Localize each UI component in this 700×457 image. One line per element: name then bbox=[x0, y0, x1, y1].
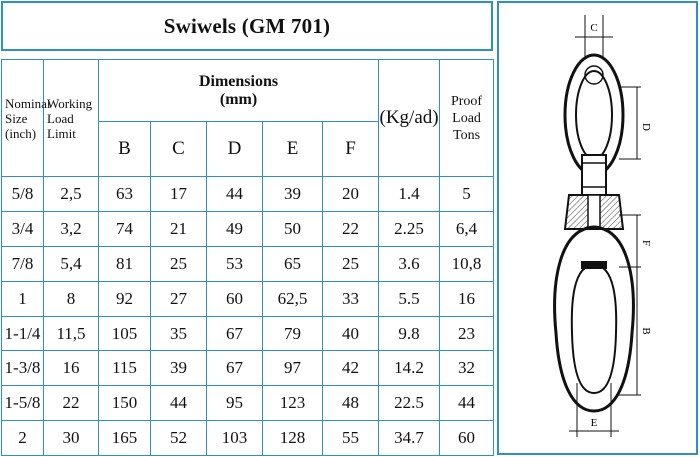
cell-e: 65 bbox=[263, 246, 323, 281]
cell-b: 165 bbox=[99, 421, 151, 456]
cell-d: 67 bbox=[207, 351, 263, 386]
cell-d: 44 bbox=[207, 177, 263, 212]
cell-size: 1-3/8 bbox=[2, 351, 44, 386]
cell-b: 115 bbox=[99, 351, 151, 386]
cell-d: 53 bbox=[207, 246, 263, 281]
cell-proof: 60 bbox=[440, 421, 494, 456]
cell-wll: 3,2 bbox=[44, 211, 99, 246]
table-row bbox=[2, 177, 494, 212]
cell-f: 55 bbox=[323, 421, 379, 456]
cell-proof: 23 bbox=[440, 316, 494, 351]
dimension-b-header: B bbox=[99, 122, 151, 177]
cell-e: 39 bbox=[263, 177, 323, 212]
page-title: Swiwels (GM 701) bbox=[163, 13, 331, 38]
table-row bbox=[2, 246, 494, 281]
cell-wll: 8 bbox=[44, 281, 99, 316]
cell-d: 95 bbox=[207, 386, 263, 421]
nominal-size-header: Nominal Size (inch) bbox=[2, 60, 44, 177]
cell-b: 63 bbox=[99, 177, 151, 212]
cell-e: 97 bbox=[263, 351, 323, 386]
cell-size: 3/4 bbox=[2, 211, 44, 246]
table-row bbox=[2, 281, 494, 316]
cell-b: 150 bbox=[99, 386, 151, 421]
cell-b: 105 bbox=[99, 316, 151, 351]
table-row bbox=[2, 351, 494, 386]
cell-weight: 2.25 bbox=[379, 211, 440, 246]
cell-weight: 22.5 bbox=[379, 386, 440, 421]
cell-f: 33 bbox=[323, 281, 379, 316]
dimension-f-label: F bbox=[640, 239, 652, 247]
cell-e: 123 bbox=[263, 386, 323, 421]
cell-proof: 16 bbox=[440, 281, 494, 316]
dimensions-header: Dimensions (mm) bbox=[99, 60, 379, 122]
cell-weight: 5.5 bbox=[379, 281, 440, 316]
cell-size: 7/8 bbox=[2, 246, 44, 281]
cell-d: 60 bbox=[207, 281, 263, 316]
title-box bbox=[1, 1, 493, 51]
cell-wll: 22 bbox=[44, 386, 99, 421]
cell-c: 35 bbox=[151, 316, 207, 351]
cell-f: 22 bbox=[323, 211, 379, 246]
cell-e: 79 bbox=[263, 316, 323, 351]
cell-c: 21 bbox=[151, 211, 207, 246]
cell-weight: 3.6 bbox=[379, 246, 440, 281]
table-row bbox=[2, 421, 494, 456]
cell-c: 39 bbox=[151, 351, 207, 386]
cell-wll: 30 bbox=[44, 421, 99, 456]
cell-proof: 6,4 bbox=[440, 211, 494, 246]
cell-proof: 5 bbox=[440, 177, 494, 212]
cell-weight: 9.8 bbox=[379, 316, 440, 351]
cell-weight: 14.2 bbox=[379, 351, 440, 386]
cell-f: 48 bbox=[323, 386, 379, 421]
cell-e: 50 bbox=[263, 211, 323, 246]
dimension-e-header: E bbox=[263, 122, 323, 177]
cell-c: 52 bbox=[151, 421, 207, 456]
weight-header: (Kg/ad) bbox=[379, 60, 440, 177]
dimension-e-label: E bbox=[590, 417, 598, 429]
cell-size: 1 bbox=[2, 281, 44, 316]
dimension-d-header: D bbox=[207, 122, 263, 177]
cell-proof: 44 bbox=[440, 386, 494, 421]
cell-size: 1-1/4 bbox=[2, 316, 44, 351]
cell-proof: 32 bbox=[440, 351, 494, 386]
cell-f: 42 bbox=[323, 351, 379, 386]
cell-b: 74 bbox=[99, 211, 151, 246]
dimension-d-label: D bbox=[640, 123, 652, 131]
cell-d: 49 bbox=[207, 211, 263, 246]
swivel-drawing bbox=[499, 3, 700, 457]
cell-c: 17 bbox=[151, 177, 207, 212]
cell-c: 44 bbox=[151, 386, 207, 421]
cell-e: 128 bbox=[263, 421, 323, 456]
cell-size: 2 bbox=[2, 421, 44, 456]
cell-wll: 11,5 bbox=[44, 316, 99, 351]
cell-weight: 34.7 bbox=[379, 421, 440, 456]
cell-b: 81 bbox=[99, 246, 151, 281]
cell-size: 5/8 bbox=[2, 177, 44, 212]
working-load-limit-header: Working Load Limit bbox=[44, 60, 99, 177]
cell-f: 25 bbox=[323, 246, 379, 281]
cell-b: 92 bbox=[99, 281, 151, 316]
lower-eye-shape bbox=[555, 227, 634, 411]
table-row bbox=[2, 316, 494, 351]
cell-weight: 1.4 bbox=[379, 177, 440, 212]
swivel-drawing-panel bbox=[497, 1, 698, 455]
dimension-f-header: F bbox=[323, 122, 379, 177]
dimension-b-label: B bbox=[640, 327, 652, 335]
dimension-c-header: C bbox=[151, 122, 207, 177]
dimension-c-label: C bbox=[590, 22, 598, 34]
cell-f: 40 bbox=[323, 316, 379, 351]
swivel-body bbox=[565, 155, 623, 229]
cell-d: 67 bbox=[207, 316, 263, 351]
table-row bbox=[2, 386, 494, 421]
cell-c: 27 bbox=[151, 281, 207, 316]
cell-wll: 2,5 bbox=[44, 177, 99, 212]
cell-e: 62,5 bbox=[263, 281, 323, 316]
cell-proof: 10,8 bbox=[440, 246, 494, 281]
cell-size: 1-5/8 bbox=[2, 386, 44, 421]
cell-wll: 5,4 bbox=[44, 246, 99, 281]
cell-f: 20 bbox=[323, 177, 379, 212]
table-row bbox=[2, 211, 494, 246]
cell-d: 103 bbox=[207, 421, 263, 456]
proof-load-header: Proof Load Tons bbox=[440, 60, 494, 177]
cell-c: 25 bbox=[151, 246, 207, 281]
specification-table bbox=[1, 59, 494, 456]
cell-wll: 16 bbox=[44, 351, 99, 386]
